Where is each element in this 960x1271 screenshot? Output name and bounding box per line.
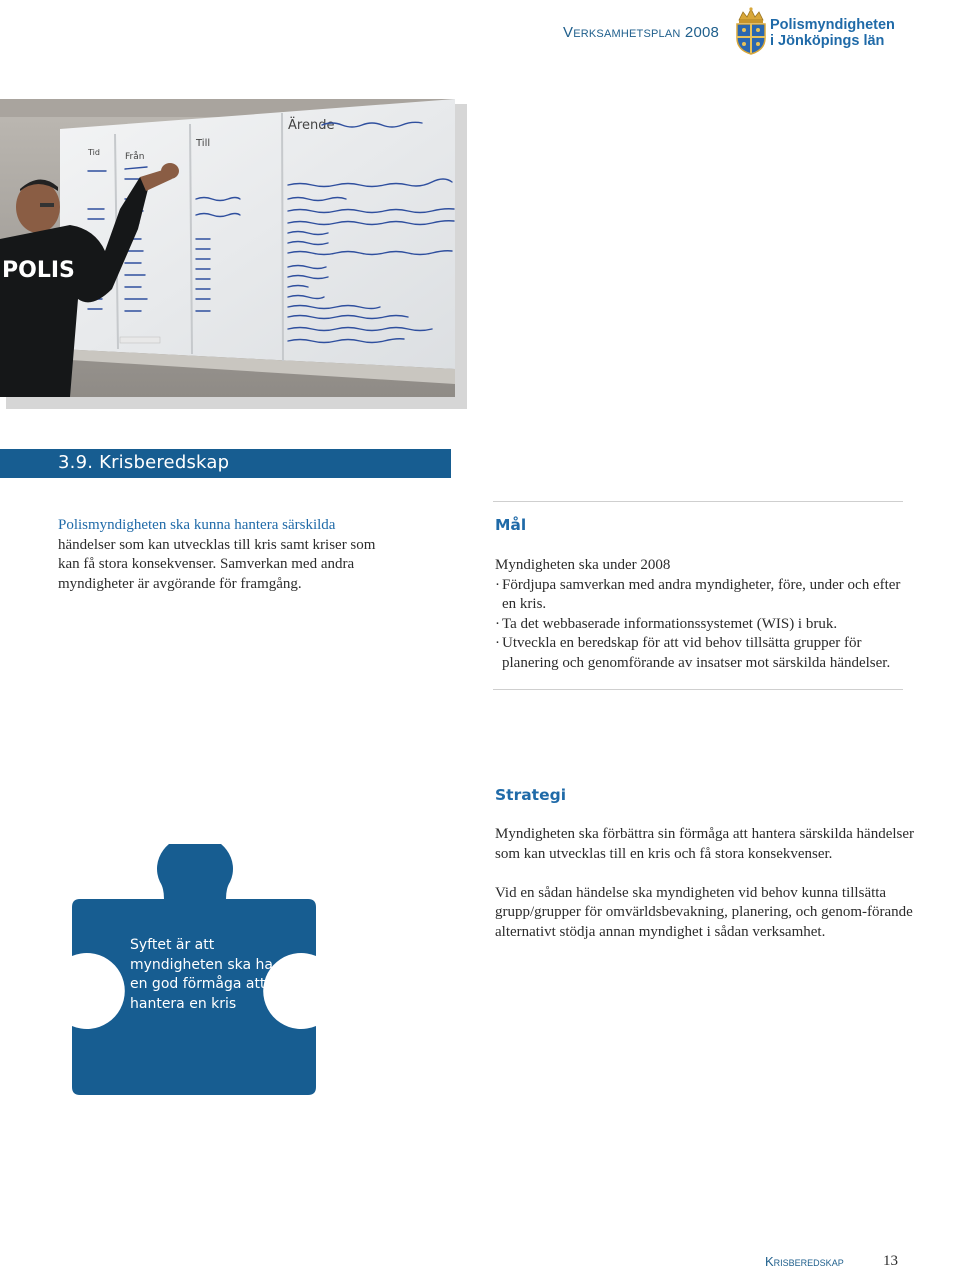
puzzle-text: Syftet är att myndigheten ska ha en god förmåga att hantera en kris	[130, 937, 274, 1012]
board-label-arende: Ärende	[288, 118, 335, 133]
board-label-tid: Tid	[88, 148, 100, 157]
goals-body	[495, 556, 905, 673]
vest-text: POLIS	[2, 258, 75, 283]
goals-list	[495, 576, 905, 674]
page-number: 13	[883, 1253, 898, 1269]
goals-top-divider	[493, 501, 903, 502]
intro-rest: händelser som kan utvecklas till kris samt kriser som kan få stora konsekvenser. Samverkan med andra myndigheter är avgörande för framgång.	[58, 536, 376, 592]
org-name-line1: Polismyndigheten	[770, 17, 895, 33]
goals-bottom-divider	[493, 689, 903, 690]
org-name	[770, 17, 895, 49]
intro-highlight: Polismyndigheten ska kunna hantera särskilda	[58, 517, 336, 533]
footer-section-label: Krisberedskap	[765, 1254, 844, 1269]
goals-list-item: · Ta det webbaserade informationssystemet (WIS) i bruk.	[495, 615, 905, 635]
board-label-till: Till	[196, 138, 211, 149]
section-title: 3.9. Krisberedskap	[58, 452, 230, 473]
strategy-paragraph: Vid en sådan händelse ska myndigheten vid behov kunna tillsätta grupp/grupper för omvärldsbevakning, planering, och genom-förande alternativt stödja annan myndighet i sådan verksamhet.	[495, 884, 913, 940]
strategy-body	[495, 825, 915, 962]
goals-lead: Myndigheten ska under 2008	[495, 557, 671, 573]
document-title: Verksamhetsplan 2008	[563, 24, 720, 41]
crown-shield-icon	[733, 6, 769, 56]
strategy-heading: Strategi	[495, 786, 567, 804]
org-name-line2: i Jönköpings län	[770, 33, 885, 49]
strategy-paragraph: Myndigheten ska förbättra sin förmåga att hantera särskilda händelser som kan utvecklas till en kris och få stora konsekvenser.	[495, 826, 915, 862]
intro-paragraph	[58, 516, 378, 594]
goals-heading: Mål	[495, 516, 527, 534]
goals-list-item: · Utveckla en beredskap för att vid behov tillsätta grupper för planering och genomförande av insatser mot särskilda händelser.	[495, 634, 905, 673]
board-label-fran: Från	[125, 152, 145, 162]
goals-list-item: · Fördjupa samverkan med andra myndigheter, före, under och efter en kris.	[495, 576, 905, 615]
whiteboard-photo	[0, 99, 455, 397]
